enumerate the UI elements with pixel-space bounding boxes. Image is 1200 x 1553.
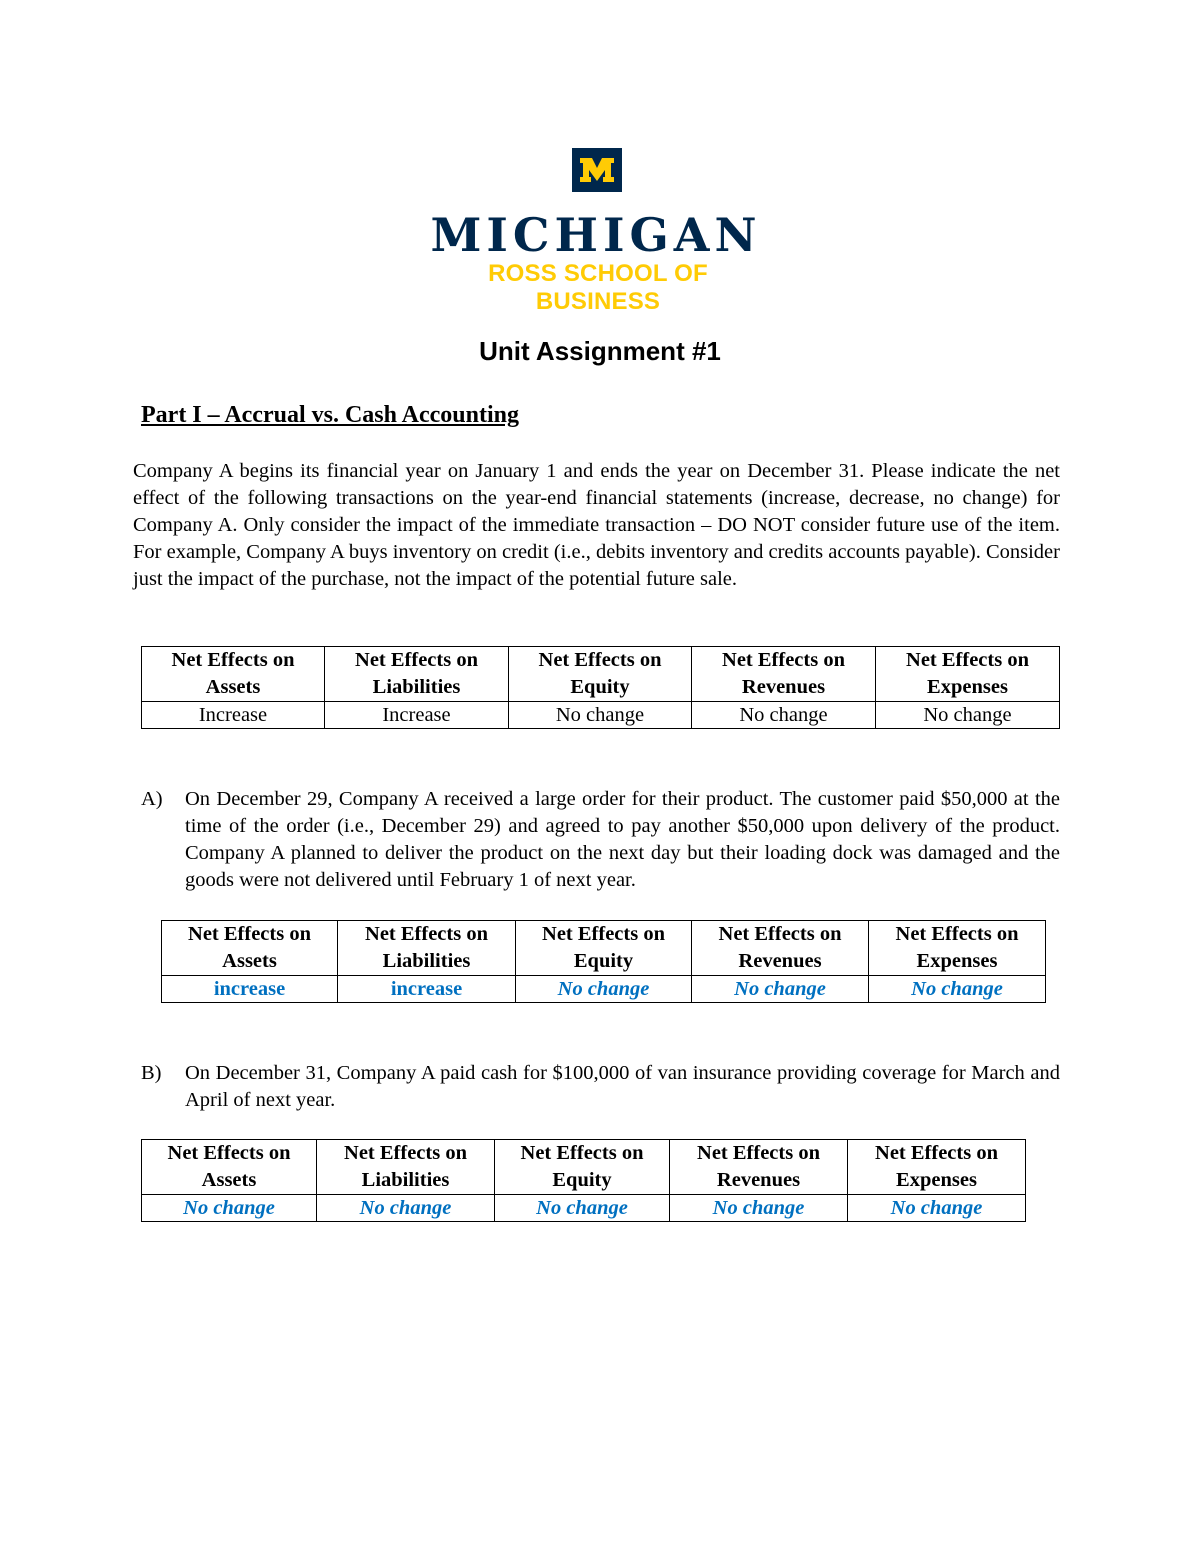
answer-expenses[interactable]: No change	[869, 976, 1046, 1003]
question-a	[133, 786, 1060, 894]
example-table	[141, 646, 1060, 729]
table-header-row	[162, 921, 1046, 976]
question-text: On December 29, Company A received a large order for their product. The customer paid $50,000 at the time of the order (i.e., December 29) and agreed to pay another $50,000 upon delivery of the product. Company A planned to deliver the product on the next day but their loading dock was damaged and the goods were not delivered until February 1 of next year.	[185, 788, 1060, 891]
header-equity: Net Effects on Equity	[516, 921, 692, 976]
answer-table-a	[161, 920, 1046, 1003]
question-text: On December 31, Company A paid cash for $100,000 of van insurance providing coverage for March and April of next year.	[185, 1062, 1060, 1111]
part-heading: Part I – Accrual vs. Cash Accounting	[141, 402, 519, 428]
page-title: Unit Assignment #1	[479, 336, 721, 366]
answer-assets[interactable]: increase	[162, 976, 338, 1003]
university-wordmark: MICHIGAN	[430, 208, 762, 262]
header-revenues: Net Effects on Revenues	[692, 647, 876, 702]
header-revenues: Net Effects on Revenues	[692, 921, 869, 976]
question-label: B)	[141, 1062, 162, 1084]
table-row	[162, 976, 1046, 1003]
cell-assets: Increase	[142, 702, 325, 729]
header-equity: Net Effects on Equity	[509, 647, 692, 702]
header-assets: Net Effects on Assets	[142, 1140, 317, 1195]
answer-table-b	[141, 1139, 1026, 1222]
header-liabilities: Net Effects on Liabilities	[325, 647, 509, 702]
answer-revenues[interactable]: No change	[692, 976, 869, 1003]
table-row	[142, 1195, 1026, 1222]
cell-expenses: No change	[876, 702, 1060, 729]
answer-revenues[interactable]: No change	[670, 1195, 848, 1222]
table-row	[142, 702, 1060, 729]
intro-paragraph: Company A begins its financial year on January 1 and ends the year on December 31. Please indicate the net effect of the following transactions on the year-end financial statements (increase, decrease, no change) for Company A. Only consider the impact of the immediate transaction – DO NOT consider future use of the item. For example, Company A buys inventory on credit (i.e., debits inventory and credits accounts payable). Consider just the impact of the purchase, not the impact of the potential future sale.	[133, 460, 1060, 590]
ross-logo	[418, 148, 774, 315]
block-m-logo-icon	[572, 148, 622, 192]
question-label: A)	[141, 788, 163, 810]
cell-equity: No change	[509, 702, 692, 729]
answer-equity[interactable]: No change	[516, 976, 692, 1003]
table-header-row	[142, 1140, 1026, 1195]
header-assets: Net Effects on Assets	[162, 921, 338, 976]
header-liabilities: Net Effects on Liabilities	[338, 921, 516, 976]
header-assets: Net Effects on Assets	[142, 647, 325, 702]
answer-expenses[interactable]: No change	[848, 1195, 1026, 1222]
header-expenses: Net Effects on Expenses	[869, 921, 1046, 976]
cell-liabilities: Increase	[325, 702, 509, 729]
header-equity: Net Effects on Equity	[495, 1140, 670, 1195]
answer-assets[interactable]: No change	[142, 1195, 317, 1222]
question-b	[133, 1060, 1060, 1114]
header-expenses: Net Effects on Expenses	[876, 647, 1060, 702]
answer-liabilities[interactable]: No change	[317, 1195, 495, 1222]
cell-revenues: No change	[692, 702, 876, 729]
school-wordmark: ROSS SCHOOL OF BUSINESS	[488, 260, 708, 315]
answer-liabilities[interactable]: increase	[338, 976, 516, 1003]
header-liabilities: Net Effects on Liabilities	[317, 1140, 495, 1195]
answer-equity[interactable]: No change	[495, 1195, 670, 1222]
table-header-row	[142, 647, 1060, 702]
header-revenues: Net Effects on Revenues	[670, 1140, 848, 1195]
header-expenses: Net Effects on Expenses	[848, 1140, 1026, 1195]
